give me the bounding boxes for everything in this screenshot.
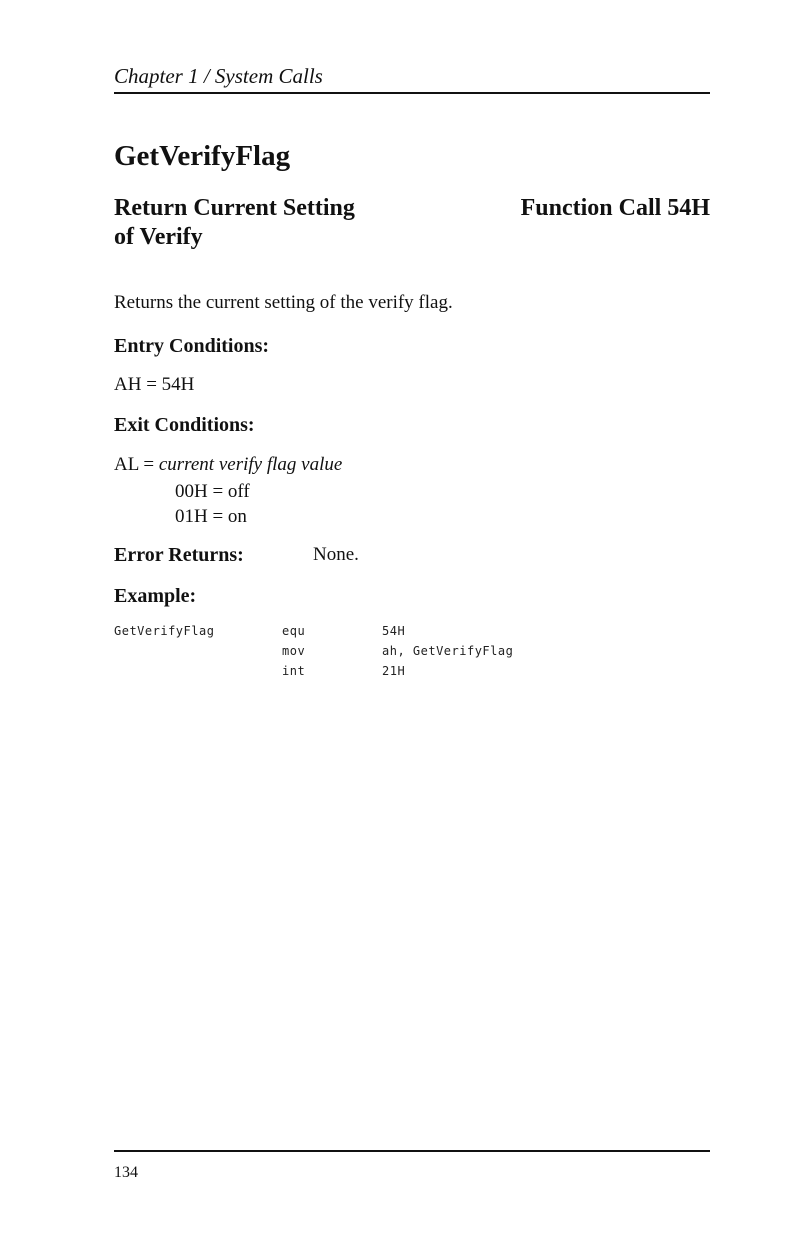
description: Returns the current setting of the verify flag. [114,292,453,313]
header-rule [114,92,710,94]
exit-conditions-heading: Exit Conditions: [114,414,255,436]
code-arg: 21H [382,664,406,678]
code-arg: ah, GetVerifyFlag [382,644,514,658]
code-arg: 54H [382,624,406,638]
footer-rule [114,1150,710,1152]
exit-value-on: 01H = on [175,506,247,527]
running-head: Chapter 1 / System Calls [114,64,323,88]
error-returns-heading: Error Returns: [114,544,244,566]
function-call-label: Function Call 54H [520,195,710,221]
code-op: equ [282,624,306,638]
error-returns-value: None. [313,544,359,565]
code-op: int [282,664,306,678]
exit-lhs: AL = [114,454,159,475]
subtitle [114,194,414,252]
subtitle-line-2: of Verify [114,224,203,250]
subtitle-line-1: Return Current Setting [114,195,355,221]
entry-conditions-heading: Entry Conditions: [114,335,270,357]
exit-rhs: current verify flag value [158,454,343,475]
code-op: mov [282,644,306,658]
page-title: GetVerifyFlag [114,140,291,172]
page-number: 134 [114,1164,138,1181]
entry-conditions-line: AH = 54H [114,374,195,395]
exit-value-off: 00H = off [175,481,250,502]
exit-conditions-line [114,454,342,476]
example-heading: Example: [114,585,197,607]
code-label: GetVerifyFlag [114,624,215,638]
